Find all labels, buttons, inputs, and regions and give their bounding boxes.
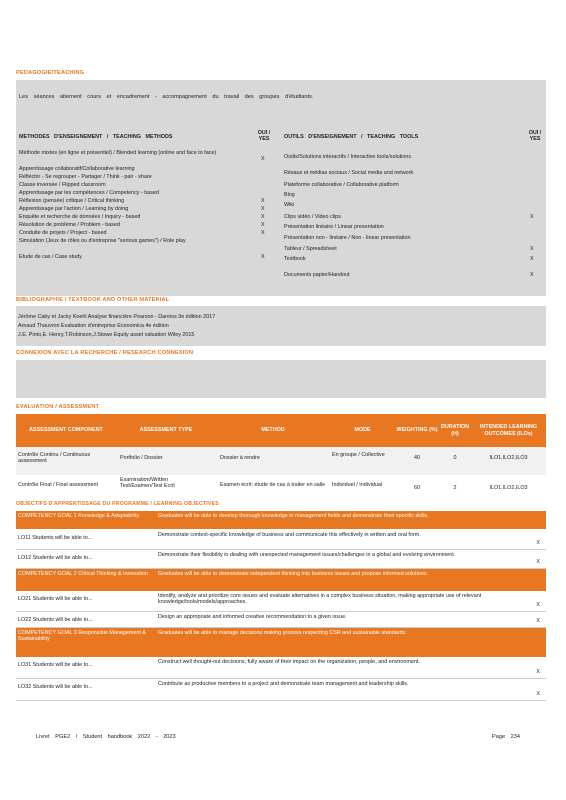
teaching-tool-label: Présentation non - linéaire / Non - linear presentation (284, 235, 411, 241)
teaching-method-label: Apprentissage collaboratif/Collaborative learning (19, 166, 135, 172)
cell-type: Examination/Written Test/Examen/Test Ecrit (120, 477, 175, 490)
teaching-tool-label: Documents papier/Handout (284, 272, 350, 278)
cell-method: Dossier à rendre (220, 455, 260, 461)
cell-ilos: ILO1,ILO2,ILO3 (489, 485, 528, 491)
cell-mode: En groupe / Collective (332, 452, 385, 458)
teaching-tool-check: X (530, 214, 534, 220)
teaching-method-label: Réfléchir - Se regrouper - Partager / Think - pair - share (19, 174, 152, 180)
header-method: METHOD (261, 427, 285, 434)
cell-ilos: ILO1,ILO2,ILO3 (489, 455, 528, 461)
teaching-tool-label: Blog (284, 192, 295, 198)
learning-outcome-description: Construct well thought-out decisions, fully aware of their impact on the organization, people, and environment. (158, 659, 420, 665)
teaching-tools-header: OUTILS D'ENSEIGNEMENT / TEACHING TOOLS (284, 134, 419, 140)
competency-goal-band (16, 628, 546, 657)
teaching-tool-label: Textbook (284, 256, 306, 262)
research-connexion-title: CONNEXION AVEC LA RECHERCHE / RESEARCH CONNEXION (16, 350, 194, 356)
methods-box (16, 128, 546, 296)
footer-page-number: Page 234 (492, 734, 520, 740)
teaching-method-label: Simulation (Jeux de rôles ou d'entreprise "serious games") / Role play (19, 238, 186, 244)
learning-outcome-check: X (536, 691, 540, 697)
teaching-tool-check: X (530, 246, 534, 252)
bibliography-line: Arnaud Thauvron Evaluation d'entreprise Economica 4e édition (18, 323, 169, 329)
learning-outcome-id: LO22 Students will be able to... (18, 617, 93, 623)
competency-goal-label: COMPETENCY GOAL 2 Critical Thinking & Innovation (18, 571, 148, 577)
competency-goal-description: Graduates will be able to manage decisions making process respecting CSR and sustainable standards. (158, 630, 407, 636)
learning-outcome-description: Design an appropriate and informed creative recommendation to a given issue. (158, 614, 347, 620)
teaching-method-check: X (261, 222, 265, 228)
learning-outcome-row (16, 612, 546, 628)
teaching-method-check: X (261, 254, 265, 260)
tools-yes-header: OUI / YES (528, 130, 542, 143)
learning-outcome-check: X (536, 618, 540, 624)
pedagogie-title: PEDAGOGIE/TEACHING (16, 70, 85, 76)
bibliography-title: BIBLIOGRAPHIE / TEXTBOOK AND OTHER MATERIAL (16, 297, 170, 303)
learning-outcome-row (16, 679, 546, 701)
learning-outcome-id: LO12 Students will be able to... (18, 555, 93, 561)
learning-outcome-description: Demonstrate their flexibility in dealing with unexpected management issues/challenges in a global and evolving environment. (158, 552, 456, 558)
learning-outcome-check: X (536, 669, 540, 675)
header-duration: DURATION (H) (440, 424, 470, 437)
learning-outcome-row (16, 550, 546, 569)
competency-goal-label: COMPETENCY GOAL 1 Knowledge & Adaptability (18, 513, 140, 519)
bibliography-line: J.E. Pinto,E. Henry,T.Robinson,J.Stowe Equity asset valuation Wiley 2015 (18, 332, 195, 338)
header-mode: MODE (354, 427, 371, 434)
assessment-table (16, 414, 546, 508)
teaching-tool-label: Wiki (284, 202, 295, 208)
evaluation-title: EVALUATION / ASSESSMENT (16, 404, 100, 410)
learning-outcome-description: Demonstrate context-specific knowledge of business and communicate this effectively in written and oral form. (158, 532, 421, 538)
teaching-tool-label: Clips vidéo / Video clips (284, 214, 341, 220)
teaching-methods-header: METHODES D'ENSEIGNEMENT / TEACHING METHODS (19, 134, 173, 140)
teaching-tool-label: Plateforme collaborative / Collaborative platform (284, 182, 399, 188)
learning-outcome-row (16, 530, 546, 550)
cell-duration: 0 (453, 455, 457, 461)
cell-type: Portfolio / Dossier (120, 455, 163, 461)
competency-goal-band (16, 511, 546, 529)
competency-goal-description: Graduates will be able to develop thorough knowledge in management fields and demonstrate their specific skills. (158, 513, 429, 519)
cell-weight: 40 (414, 455, 420, 461)
cell-component: Contrôle Final / Final assessment (18, 482, 98, 488)
learning-outcome-id: LO21 Students will be able to... (18, 596, 93, 602)
teaching-method-label: Conduite de projets / Project - based (19, 230, 107, 236)
teaching-method-label: Réflexion (pensée) critique / Critical thinking (19, 198, 125, 204)
teaching-method-label: Classe inversée / Flipped classroom (19, 182, 106, 188)
assessment-header-row (16, 414, 546, 447)
header-weighting: WEIGHTING (%) (396, 427, 438, 434)
methods-yes-header: OUI / YES (257, 130, 271, 143)
header-component: ASSESSMENT COMPONENT (29, 427, 103, 434)
pedagogie-box (16, 80, 546, 128)
learning-outcome-row (16, 591, 546, 612)
cell-method: Examen écrit: étude de cas à traiter en salle (220, 482, 326, 488)
teaching-method-check: X (261, 230, 265, 236)
competency-goal-label: COMPETENCY GOAL 3 Responsible Management & Sustainability (18, 630, 146, 643)
competency-goal-band (16, 569, 546, 591)
teaching-method-label: Résolution de problème / Problem - based (19, 222, 120, 228)
research-connexion-box (16, 360, 546, 398)
learning-outcome-check: X (536, 602, 540, 608)
bibliography-line: Jérôme Caby et Jacky Koehl Analyse financière Pearson - Dareios 3e édition 2017 (18, 314, 216, 320)
cell-mode: Individuel / Individual (332, 482, 383, 488)
cell-weight: 60 (414, 485, 420, 491)
bibliography-box (16, 306, 546, 346)
learning-outcome-id: LO31 Students will be able to... (18, 662, 93, 668)
teaching-method-label: Apprentissage par l'action / Learning by doing (19, 206, 129, 212)
teaching-method-check: X (261, 206, 265, 212)
objectives-title: OBJECTIFS D'APPRENTISSAGE DU PROGRAMME / LEARNING OBJECTIVES (16, 501, 219, 507)
learning-outcome-id: LO32 Students will be able to... (18, 684, 93, 690)
cell-component: Contrôle Continu / Continuous assessment (18, 452, 91, 465)
teaching-method-check: X (261, 156, 265, 162)
teaching-tool-check: X (530, 272, 534, 278)
learning-outcome-check: X (536, 540, 540, 546)
learning-outcome-description: Identify, analyze and prioritize core issues and evaluate alternatives in a complex business situation, making appropriate use of relevant knowledge/tools/models/approaches. (158, 593, 482, 606)
competency-goal-description: Graduates will be able to demonstrate independent thinking into business issues and propose informed solutions. (158, 571, 428, 577)
teaching-tool-label: Outils/Solutions interactifs / Interactive tools/solutions (284, 154, 412, 160)
teaching-method-label: Apprentissage par les compétences / Competency - based (19, 190, 159, 196)
teaching-method-check: X (261, 214, 265, 220)
cell-duration: 2 (453, 485, 457, 491)
teaching-method-label: Méthode mixtes (en ligne et présentiel) / Blended learning (online and face to face) (19, 150, 217, 156)
teaching-tool-label: Résaux et médias sociaux / Social media and network (284, 170, 414, 176)
footer-handbook: Livret PGE2 / Student handbook 2022 - 2023 (36, 734, 176, 740)
assessment-row (16, 447, 546, 475)
teaching-tool-label: Tableur / Spreadsheet (284, 246, 337, 252)
learning-outcome-id: LO11 Students will be able to... (18, 535, 93, 541)
learning-outcome-row (16, 657, 546, 679)
teaching-method-label: Etude de cas / Case study (19, 254, 82, 260)
teaching-tool-check: X (530, 256, 534, 262)
teaching-tool-label: Présentation linéaire / Linear presentation (284, 224, 384, 230)
header-ilos: INTENDED LEARNING OUTCOMES (ILOs) (479, 424, 538, 437)
teaching-method-label: Enquête et recherche de données / Inquiry - based (19, 214, 141, 220)
pedagogie-text: Les séances alternent cours et encadrement - accompagnement du travail des groupes d'étudiants. (19, 94, 314, 100)
learning-outcome-description: Contribute as productive members to a project and demonstrate team management and leadership skills. (158, 681, 409, 687)
header-type: ASSESSMENT TYPE (139, 427, 193, 434)
teaching-method-check: X (261, 198, 265, 204)
learning-outcome-check: X (536, 559, 540, 565)
